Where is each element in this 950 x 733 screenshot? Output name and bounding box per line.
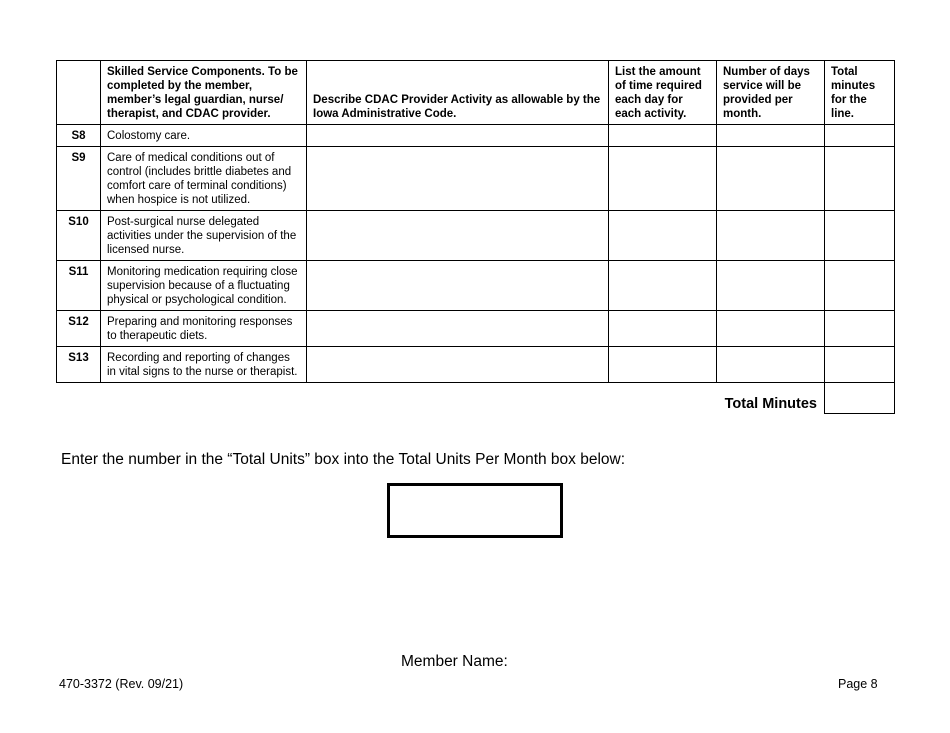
table-row bbox=[57, 125, 895, 147]
header-time: List the amount of time required each day for each activity. bbox=[609, 61, 717, 125]
table-row bbox=[57, 311, 895, 347]
minutes-field[interactable] bbox=[825, 261, 895, 311]
total-minutes-row bbox=[57, 383, 895, 414]
time-field[interactable] bbox=[609, 211, 717, 261]
row-code: S10 bbox=[57, 211, 101, 261]
days-field[interactable] bbox=[717, 147, 825, 211]
skilled-services-table bbox=[56, 60, 895, 414]
activity-field[interactable] bbox=[307, 147, 609, 211]
table-row bbox=[57, 147, 895, 211]
activity-field[interactable] bbox=[307, 347, 609, 383]
row-description: Colostomy care. bbox=[101, 125, 307, 147]
header-minutes: Total minutes for the line. bbox=[825, 61, 895, 125]
total-row-spacer bbox=[57, 383, 307, 414]
total-minutes-field[interactable] bbox=[825, 383, 895, 414]
header-code bbox=[57, 61, 101, 125]
minutes-field[interactable] bbox=[825, 347, 895, 383]
page-number: Page 8 bbox=[838, 677, 878, 691]
row-code: S12 bbox=[57, 311, 101, 347]
minutes-field[interactable] bbox=[825, 311, 895, 347]
table-header-row bbox=[57, 61, 895, 125]
minutes-field[interactable] bbox=[825, 211, 895, 261]
row-description: Recording and reporting of changes in vital signs to the nurse or therapist. bbox=[101, 347, 307, 383]
row-description: Preparing and monitoring responses to therapeutic diets. bbox=[101, 311, 307, 347]
form-number: 470-3372 (Rev. 09/21) bbox=[59, 677, 184, 691]
total-units-per-month-box[interactable] bbox=[387, 483, 563, 538]
row-code: S9 bbox=[57, 147, 101, 211]
table-row bbox=[57, 347, 895, 383]
member-name-label: Member Name: bbox=[401, 653, 508, 670]
row-code: S13 bbox=[57, 347, 101, 383]
time-field[interactable] bbox=[609, 311, 717, 347]
activity-field[interactable] bbox=[307, 261, 609, 311]
activity-field[interactable] bbox=[307, 311, 609, 347]
time-field[interactable] bbox=[609, 125, 717, 147]
time-field[interactable] bbox=[609, 347, 717, 383]
row-code: S8 bbox=[57, 125, 101, 147]
time-field[interactable] bbox=[609, 147, 717, 211]
activity-field[interactable] bbox=[307, 125, 609, 147]
header-days: Number of days service will be provided per month. bbox=[717, 61, 825, 125]
days-field[interactable] bbox=[717, 211, 825, 261]
minutes-field[interactable] bbox=[825, 125, 895, 147]
days-field[interactable] bbox=[717, 311, 825, 347]
days-field[interactable] bbox=[717, 125, 825, 147]
table-row bbox=[57, 261, 895, 311]
days-field[interactable] bbox=[717, 347, 825, 383]
time-field[interactable] bbox=[609, 261, 717, 311]
row-code: S11 bbox=[57, 261, 101, 311]
total-minutes-label: Total Minutes bbox=[307, 383, 825, 414]
activity-field[interactable] bbox=[307, 211, 609, 261]
row-description: Post-surgical nurse delegated activities under the supervision of the licensed nurse. bbox=[101, 211, 307, 261]
header-activity: Describe CDAC Provider Activity as allowable by the Iowa Administrative Code. bbox=[307, 61, 609, 125]
row-description: Monitoring medication requiring close supervision because of a fluctuating physical or psychological condition. bbox=[101, 261, 307, 311]
days-field[interactable] bbox=[717, 261, 825, 311]
row-description: Care of medical conditions out of control (includes brittle diabetes and comfort care of terminal conditions) when hospice is not utilized. bbox=[101, 147, 307, 211]
minutes-field[interactable] bbox=[825, 147, 895, 211]
table-row bbox=[57, 211, 895, 261]
instruction-text: Enter the number in the “Total Units” box into the Total Units Per Month box below: bbox=[61, 451, 626, 468]
header-component: Skilled Service Components. To be completed by the member, member’s legal guardian, nurse/ therapist, and CDAC provider. bbox=[101, 61, 307, 125]
